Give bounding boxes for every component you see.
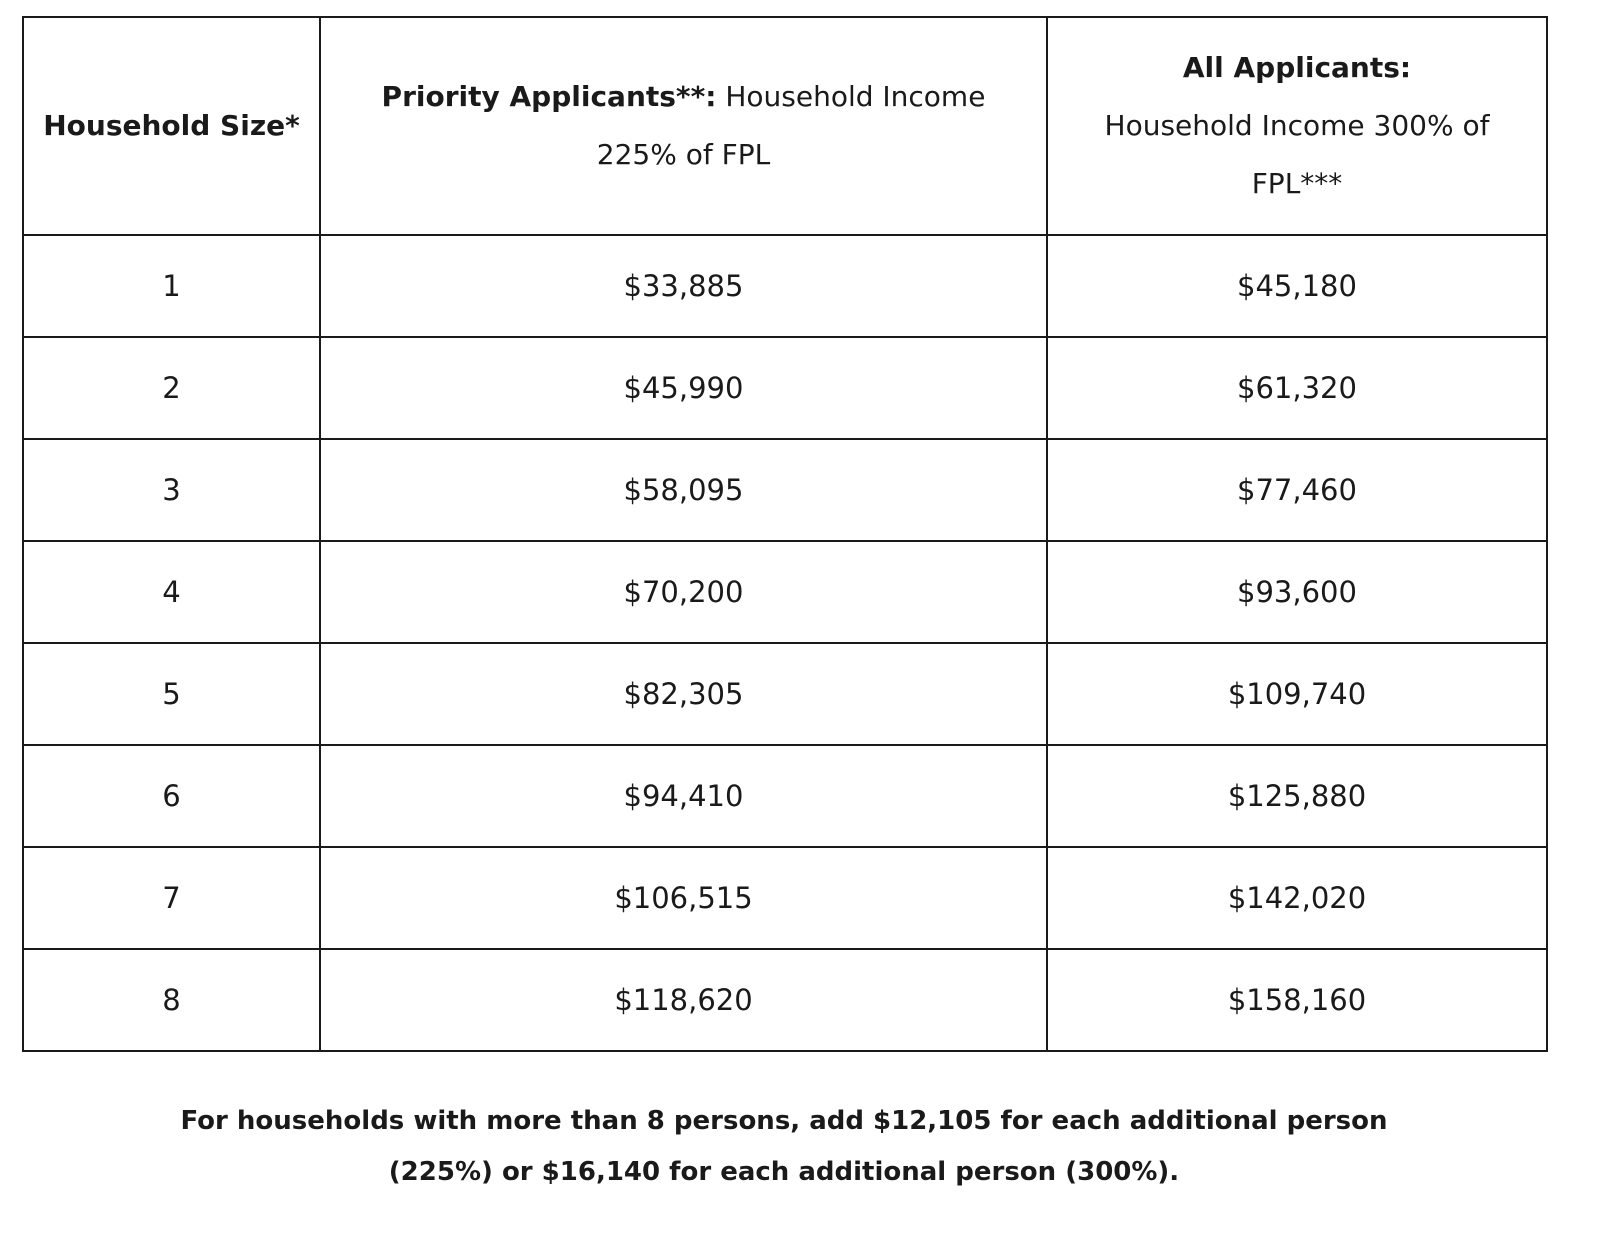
header-household-size-label: Household Size*	[43, 109, 300, 142]
cell-priority-income: $82,305	[320, 643, 1047, 745]
cell-all-income: $158,160	[1047, 949, 1547, 1051]
header-priority-text: Household Income 225% of FPL	[596, 80, 986, 171]
income-limits-table	[22, 16, 1548, 1052]
cell-all-income: $77,460	[1047, 439, 1547, 541]
table-row	[23, 847, 1547, 949]
cell-household-size: 6	[23, 745, 320, 847]
table-row	[23, 745, 1547, 847]
footnote-line-1: For households with more than 8 persons, add $12,105 for each additional person	[180, 1106, 1388, 1136]
cell-priority-income: $94,410	[320, 745, 1047, 847]
cell-all-income: $45,180	[1047, 235, 1547, 337]
cell-priority-income: $58,095	[320, 439, 1047, 541]
table-row	[23, 439, 1547, 541]
header-priority-title: Priority Applicants**:	[381, 80, 717, 113]
table-row	[23, 949, 1547, 1051]
footnote	[22, 1096, 1546, 1198]
cell-household-size: 5	[23, 643, 320, 745]
cell-household-size: 1	[23, 235, 320, 337]
cell-priority-income: $118,620	[320, 949, 1047, 1051]
header-all-title: All Applicants:	[1182, 51, 1412, 84]
cell-household-size: 4	[23, 541, 320, 643]
cell-priority-income: $45,990	[320, 337, 1047, 439]
cell-household-size: 7	[23, 847, 320, 949]
table-header-row	[23, 17, 1547, 235]
header-all-text: Household Income 300% of FPL***	[1104, 109, 1490, 200]
cell-household-size: 8	[23, 949, 320, 1051]
cell-priority-income: $70,200	[320, 541, 1047, 643]
cell-all-income: $142,020	[1047, 847, 1547, 949]
cell-household-size: 2	[23, 337, 320, 439]
cell-all-income: $61,320	[1047, 337, 1547, 439]
table-row	[23, 235, 1547, 337]
cell-all-income: $125,880	[1047, 745, 1547, 847]
header-household-size	[23, 17, 320, 235]
cell-all-income: $109,740	[1047, 643, 1547, 745]
table-row	[23, 337, 1547, 439]
cell-all-income: $93,600	[1047, 541, 1547, 643]
cell-priority-income: $33,885	[320, 235, 1047, 337]
header-all-applicants	[1047, 17, 1547, 235]
table-row	[23, 541, 1547, 643]
footnote-line-2: (225%) or $16,140 for each additional person (300%).	[388, 1157, 1180, 1187]
cell-priority-income: $106,515	[320, 847, 1047, 949]
table-row	[23, 643, 1547, 745]
cell-household-size: 3	[23, 439, 320, 541]
header-priority-applicants	[320, 17, 1047, 235]
